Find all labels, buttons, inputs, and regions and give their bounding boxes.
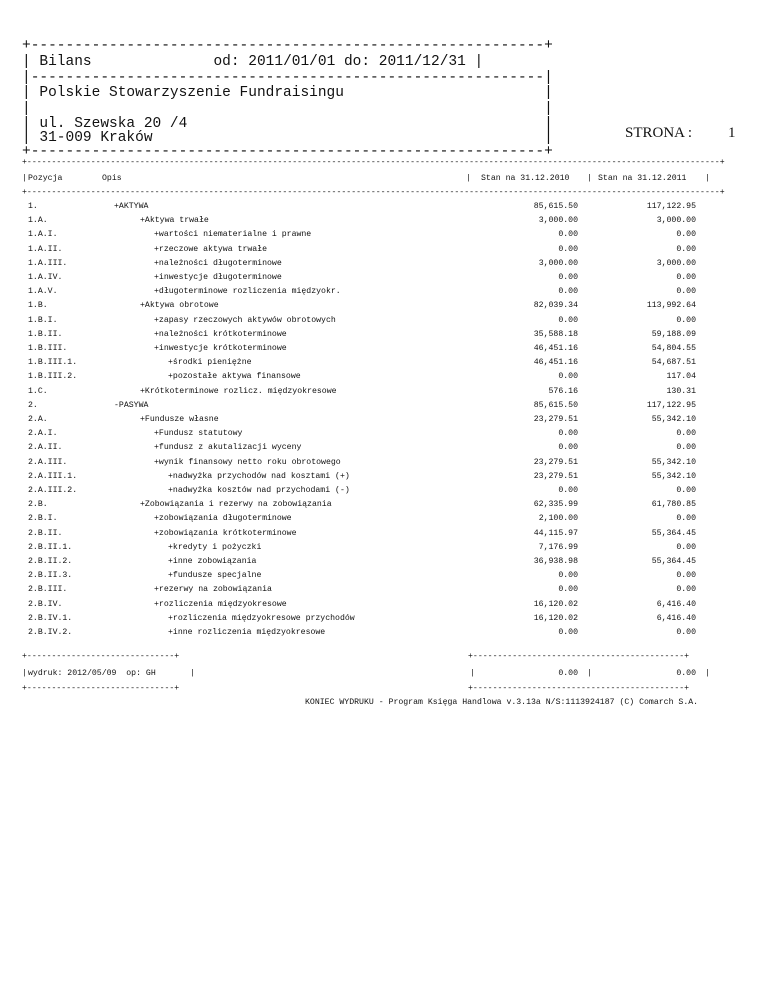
- row-stan-2011: 0.00: [676, 628, 696, 637]
- row-stan-2010: 82,039.34: [533, 301, 578, 311]
- row-pozycja: 2.B.IV.: [28, 599, 63, 609]
- row-stan-2011: 0.00: [676, 273, 696, 282]
- table-row: [0, 585, 768, 599]
- table-row: [0, 273, 768, 287]
- row-pozycja: 1.A.: [28, 216, 48, 226]
- org-city: 31-009 Kraków: [39, 130, 153, 146]
- row-pozycja: 1.B.II.: [28, 329, 63, 339]
- row-pozycja: 1.B.III.1.: [28, 358, 78, 368]
- row-stan-2010: 23,279.51: [533, 471, 578, 481]
- row-opis: +wartości niematerialne i prawne: [154, 230, 312, 240]
- row-opis: +należności krótkoterminowe: [154, 329, 287, 339]
- row-stan-2010: 0.00: [558, 273, 578, 282]
- footer-left-top-border: +------------------------------+: [22, 652, 180, 661]
- row-opis: +rzeczowe aktywa trwałe: [154, 244, 268, 254]
- row-pozycja: 2.B.IV.2.: [28, 628, 73, 637]
- row-opis: +AKTYWA: [114, 202, 149, 211]
- header-title-line: | Bilans od: 2011/01/01 do: 2011/12/31 |: [22, 54, 484, 70]
- row-pozycja: 2.B.IV.1.: [28, 613, 73, 623]
- row-pozycja: 2.B.II.1.: [28, 542, 73, 552]
- row-stan-2010: 0.00: [558, 230, 578, 240]
- table-top-border: +---------------------------------------------------------------------------------------------------------------------------------------------+: [22, 158, 725, 167]
- row-pozycja: 1.B.: [28, 301, 48, 311]
- table-row: [0, 287, 768, 301]
- org-street: ul. Szewska 20 /4: [39, 116, 188, 132]
- table-row: [0, 358, 768, 372]
- report-period: od: 2011/01/01 do: 2011/12/31: [213, 54, 466, 70]
- row-opis: +Zobowiązania i rezerwy na zobowiązania: [140, 500, 332, 510]
- row-stan-2010: 44,115.97: [533, 528, 578, 538]
- row-stan-2011: 117.04: [666, 372, 696, 382]
- row-opis: +środki pieniężne: [168, 358, 252, 368]
- table-row: [0, 316, 768, 330]
- row-opis: +zobowiązania krótkoterminowe: [154, 528, 297, 538]
- row-pozycja: 1.A.IV.: [28, 273, 63, 282]
- row-opis: +kredyty i pożyczki: [168, 542, 262, 552]
- header-separator: |-----------------------------------------------------------|: [22, 70, 553, 86]
- row-opis: +zobowiązania długoterminowe: [154, 514, 292, 524]
- table-row: [0, 387, 768, 401]
- row-opis: +nadwyżka przychodów nad kosztami (+): [168, 471, 350, 481]
- row-stan-2011: 0.00: [676, 585, 696, 595]
- row-pozycja: 2.A.III.1.: [28, 471, 78, 481]
- column-header-opis: Opis: [102, 174, 122, 183]
- row-pozycja: 2.A.I.: [28, 429, 58, 439]
- table-header-row: | Pozycja Opis | Stan na 31.12.2010 | Stan na 31.12.2011 |: [22, 174, 710, 183]
- table-row: [0, 443, 768, 457]
- header-street-line: | ul. Szewska 20 /4 |: [22, 116, 553, 132]
- row-stan-2011: 55,342.10: [651, 457, 696, 467]
- table-row: [0, 344, 768, 358]
- header-top-border: +-----------------------------------------------------------+: [22, 38, 553, 54]
- row-stan-2011: 0.00: [676, 514, 696, 524]
- table-row: [0, 600, 768, 614]
- table-header-border: +---------------------------------------------------------------------------------------------------------------------------------------------+: [22, 188, 725, 197]
- header-city-line: | 31-009 Kraków |: [22, 130, 553, 146]
- row-pozycja: 1.B.I.: [28, 315, 58, 325]
- row-stan-2011: 61,780.85: [651, 500, 696, 510]
- printout-info: wydruk: 2012/05/09 op: GH: [28, 669, 156, 678]
- row-stan-2011: 3,000.00: [656, 258, 696, 268]
- column-header-pozycja: Pozycja: [28, 174, 63, 183]
- row-stan-2011: 54,804.55: [651, 344, 696, 353]
- row-stan-2010: 2,100.00: [538, 514, 578, 524]
- row-opis: +rezerwy na zobowiązania: [154, 585, 272, 595]
- table-row: [0, 614, 768, 628]
- row-stan-2010: 85,615.50: [533, 400, 578, 410]
- row-opis: +inwestycje krótkoterminowe: [154, 344, 287, 353]
- row-opis: +długoterminowe rozliczenia międzyokr.: [154, 287, 341, 297]
- table-row: [0, 216, 768, 230]
- table-row: [0, 401, 768, 415]
- table-row: [0, 557, 768, 571]
- row-pozycja: 2.A.II.: [28, 443, 63, 453]
- row-stan-2010: 23,279.51: [533, 415, 578, 424]
- row-stan-2011: 55,342.10: [651, 415, 696, 424]
- row-opis: +fundusz z akutalizacji wyceny: [154, 443, 302, 453]
- row-stan-2010: 0.00: [558, 244, 578, 254]
- row-opis: +inne rozliczenia międzyokresowe: [168, 628, 326, 637]
- end-of-printout-note: KONIEC WYDRUKU - Program Księga Handlowa v.3.13a N/S:1113924187 (C) Comarch S.A.: [305, 698, 699, 707]
- row-opis: +Fundusze własne: [140, 415, 219, 424]
- row-opis: +Krótkoterminowe rozlicz. międzyokresowe: [140, 386, 337, 396]
- report-title: Bilans: [39, 54, 92, 70]
- row-stan-2011: 0.00: [676, 287, 696, 297]
- header-blank-line: | |: [22, 101, 553, 117]
- row-pozycja: 1.B.III.2.: [28, 372, 78, 382]
- table-row: [0, 330, 768, 344]
- row-stan-2010: 46,451.16: [533, 358, 578, 368]
- row-opis: +inne zobowiązania: [168, 557, 257, 566]
- row-stan-2011: 0.00: [676, 571, 696, 581]
- row-pozycja: 1.A.III.: [28, 258, 68, 268]
- row-stan-2010: 23,279.51: [533, 457, 578, 467]
- row-opis: +należności długoterminowe: [154, 258, 282, 268]
- row-pozycja: 1.A.I.: [28, 230, 58, 240]
- row-opis: +pozostałe aktywa finansowe: [168, 372, 301, 382]
- row-stan-2010: 0.00: [558, 443, 578, 453]
- table-row: [0, 500, 768, 514]
- row-pozycja: 1.B.III.: [28, 344, 68, 353]
- row-stan-2011: 0.00: [676, 244, 696, 254]
- row-pozycja: 1.: [28, 202, 38, 211]
- row-opis: +zapasy rzeczowych aktywów obrotowych: [154, 315, 336, 325]
- row-opis: +rozliczenia międzyokresowe przychodów: [168, 613, 355, 623]
- row-stan-2011: 0.00: [676, 542, 696, 552]
- row-opis: +Fundusz statutowy: [154, 429, 243, 439]
- row-stan-2010: 0.00: [558, 372, 578, 382]
- row-opis: +Aktywa trwałe: [140, 216, 209, 226]
- row-stan-2010: 35,588.18: [533, 329, 578, 339]
- table-row: [0, 429, 768, 443]
- row-pozycja: 1.A.II.: [28, 244, 63, 254]
- table-row: [0, 301, 768, 315]
- row-stan-2011: 113,992.64: [646, 301, 696, 311]
- table-row: [0, 415, 768, 429]
- row-pozycja: 2.B.II.: [28, 528, 63, 538]
- header-org-line: | Polskie Stowarzyszenie Fundraisingu |: [22, 85, 553, 101]
- page-label: STRONA :: [625, 125, 693, 141]
- row-pozycja: 2.: [28, 400, 38, 410]
- total-2010: 0.00: [558, 669, 578, 678]
- row-stan-2011: 0.00: [676, 315, 696, 325]
- row-stan-2011: 117,122.95: [646, 400, 696, 410]
- row-stan-2011: 6,416.40: [656, 613, 696, 623]
- row-opis: +fundusze specjalne: [168, 571, 262, 581]
- row-stan-2011: 6,416.40: [656, 599, 696, 609]
- row-stan-2010: 46,451.16: [533, 344, 578, 353]
- table-row: [0, 458, 768, 472]
- row-stan-2011: 55,364.45: [651, 528, 696, 538]
- row-stan-2011: 130.31: [666, 386, 696, 396]
- table-row: [0, 259, 768, 273]
- row-stan-2011: 0.00: [676, 443, 696, 453]
- table-row: [0, 514, 768, 528]
- column-header-stan-2011: Stan na 31.12.2011: [598, 174, 687, 183]
- row-pozycja: 2.B.III.: [28, 585, 68, 595]
- table-row: [0, 543, 768, 557]
- row-stan-2011: 0.00: [676, 486, 696, 495]
- row-pozycja: 2.A.III.2.: [28, 486, 78, 495]
- table-row: [0, 202, 768, 216]
- row-pozycja: 2.A.: [28, 415, 48, 424]
- org-name: Polskie Stowarzyszenie Fundraisingu: [39, 85, 344, 101]
- column-header-stan-2010: Stan na 31.12.2010: [481, 174, 570, 183]
- row-stan-2010: 85,615.50: [533, 202, 578, 211]
- page-number: 1: [728, 125, 736, 141]
- header-bottom-border: +-----------------------------------------------------------+: [22, 144, 553, 160]
- row-stan-2010: 7,176.99: [538, 542, 578, 552]
- row-stan-2011: 0.00: [676, 230, 696, 240]
- row-stan-2011: 54,687.51: [651, 358, 696, 368]
- row-opis: -PASYWA: [114, 400, 149, 410]
- footer-left-bottom-border: +------------------------------+: [22, 684, 180, 693]
- row-pozycja: 2.A.III.: [28, 457, 68, 467]
- row-stan-2010: 0.00: [558, 571, 578, 581]
- row-stan-2010: 16,120.02: [533, 599, 578, 609]
- row-pozycja: 2.B.I.: [28, 514, 58, 524]
- row-stan-2011: 0.00: [676, 429, 696, 439]
- row-stan-2010: 3,000.00: [538, 258, 578, 268]
- row-opis: +nadwyżka kosztów nad przychodami (-): [168, 486, 350, 495]
- row-pozycja: 2.B.II.3.: [28, 571, 73, 581]
- row-pozycja: 2.B.II.2.: [28, 557, 73, 566]
- table-row: [0, 628, 768, 642]
- row-stan-2010: 576.16: [548, 386, 578, 396]
- row-stan-2010: 0.00: [558, 429, 578, 439]
- row-stan-2011: 59,188.09: [651, 329, 696, 339]
- row-stan-2010: 36,938.98: [533, 557, 578, 566]
- row-stan-2011: 55,364.45: [651, 557, 696, 566]
- row-pozycja: 1.C.: [28, 386, 48, 396]
- row-opis: +wynik finansowy netto roku obrotowego: [154, 457, 341, 467]
- row-stan-2011: 3,000.00: [656, 216, 696, 226]
- footer-row: | wydruk: 2012/05/09 op: GH | | 0.00 | 0.00 |: [22, 669, 710, 678]
- row-pozycja: 1.A.V.: [28, 287, 58, 297]
- row-stan-2010: 0.00: [558, 585, 578, 595]
- row-stan-2010: 0.00: [558, 287, 578, 297]
- row-stan-2011: 117,122.95: [646, 202, 696, 211]
- table-row: [0, 372, 768, 386]
- row-stan-2010: 3,000.00: [538, 216, 578, 226]
- table-row: [0, 472, 768, 486]
- table-row: [0, 571, 768, 585]
- row-pozycja: 2.B.: [28, 500, 48, 510]
- row-stan-2010: 62,335.99: [533, 500, 578, 510]
- table-row: [0, 245, 768, 259]
- row-stan-2010: 0.00: [558, 628, 578, 637]
- table-row: [0, 529, 768, 543]
- table-row: [0, 486, 768, 500]
- footer-right-bottom-border: +-------------------------------------------+: [468, 684, 690, 693]
- total-2011: 0.00: [676, 669, 696, 678]
- row-stan-2010: 0.00: [558, 486, 578, 495]
- table-row: [0, 230, 768, 244]
- row-opis: +inwestycje długoterminowe: [154, 273, 282, 282]
- row-stan-2010: 0.00: [558, 315, 578, 325]
- footer-right-top-border: +-------------------------------------------+: [468, 652, 690, 661]
- row-stan-2011: 55,342.10: [651, 471, 696, 481]
- row-opis: +rozliczenia międzyokresowe: [154, 599, 287, 609]
- row-opis: +Aktywa obrotowe: [140, 301, 219, 311]
- row-stan-2010: 16,120.02: [533, 613, 578, 623]
